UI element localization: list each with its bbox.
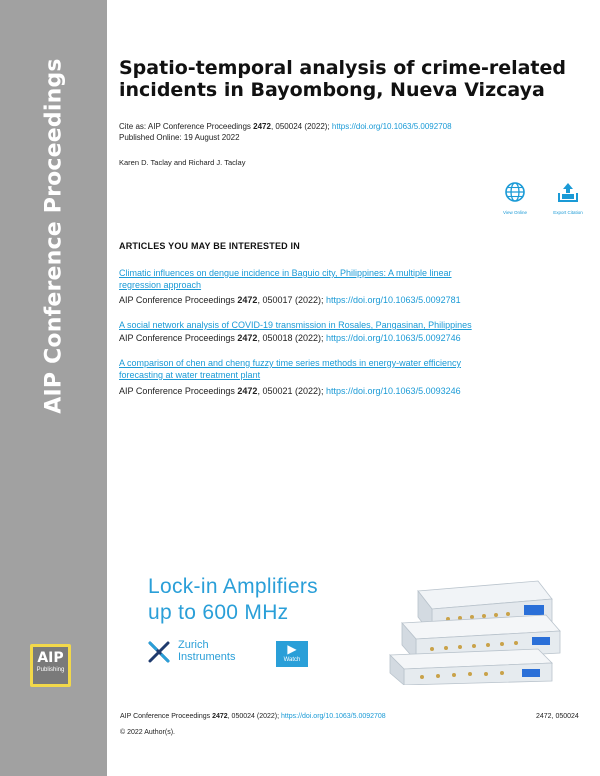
zurich-instruments-wordmark	[178, 639, 235, 663]
watch-label: Watch	[283, 657, 301, 663]
related-article-title-3-line2: forecasting at water treatment plant	[119, 370, 261, 380]
footer-page-ref: 2472, 050024	[536, 713, 579, 720]
cite-suffix: , 050024 (2022);	[270, 122, 332, 131]
logo-publishing-text: Publishing	[36, 667, 65, 673]
related-cite-suffix: , 050021 (2022);	[257, 386, 326, 396]
related-article-cite-3	[119, 385, 569, 397]
related-cite-volume: 2472	[237, 295, 258, 305]
authors: Karen D. Taclay and Richard J. Taclay	[119, 158, 246, 167]
side-band	[0, 0, 107, 776]
view-online-button[interactable]	[492, 181, 538, 215]
article-title-line1: Spatio-temporal analysis of crime-related	[119, 57, 567, 79]
related-article-doi-2[interactable]: https://doi.org/10.1063/5.0092746	[326, 333, 461, 343]
related-article-title-2[interactable]	[119, 319, 564, 331]
article-title-line2: incidents in Bayombong, Nueva Vizcaya	[119, 79, 545, 101]
view-online-label: View Online	[503, 210, 527, 215]
footer-citation	[120, 713, 386, 720]
journal-name-vertical: AIP Conference Proceedings	[41, 58, 67, 414]
aip-publishing-logo[interactable]	[30, 644, 71, 687]
advertisement-banner[interactable]	[120, 553, 572, 685]
cite-volume: 2472	[253, 122, 271, 131]
footer-cite-suffix: , 050024 (2022);	[227, 713, 281, 720]
watch-button[interactable]	[276, 641, 308, 667]
ad-headline-line1: Lock-in Amplifiers	[148, 575, 318, 598]
related-article-cite-1	[119, 294, 569, 306]
lock-in-amplifier-devices-image	[388, 573, 570, 685]
cite-prefix: Cite as: AIP Conference Proceedings	[119, 122, 254, 131]
zurich-instruments-logo-icon	[148, 641, 170, 663]
published-online: Published Online: 19 August 2022	[119, 133, 240, 142]
related-article-title-1[interactable]	[119, 267, 564, 291]
related-cite-volume: 2472	[237, 333, 258, 343]
brand-line2: Instruments	[178, 651, 236, 663]
related-cite-suffix: , 050017 (2022);	[257, 295, 326, 305]
related-article-title-3-line1: A comparison of chen and cheng fuzzy time series methods in energy-water efficiency	[119, 358, 462, 368]
brand-line1: Zurich	[178, 639, 209, 651]
related-cite-volume: 2472	[237, 386, 258, 396]
related-cite-prefix: AIP Conference Proceedings	[119, 333, 238, 343]
related-cite-suffix: , 050018 (2022);	[257, 333, 326, 343]
footer-cite-volume: 2472	[212, 713, 228, 720]
cite-as-line	[119, 122, 452, 131]
related-article-cite-2	[119, 332, 569, 344]
footer-doi-link[interactable]: https://doi.org/10.1063/5.0092708	[281, 713, 386, 720]
article-title	[119, 57, 569, 101]
play-icon: ▶	[287, 642, 297, 656]
export-icon	[557, 181, 579, 203]
logo-aip-text: AIP	[37, 650, 64, 666]
related-article-title-2-line1: A social network analysis of COVID-19 transmission in Rosales, Pangasinan, Philippines	[119, 320, 472, 330]
export-citation-label: Export Citation	[553, 210, 583, 215]
related-article-title-1-line1: Climatic influences on dengue incidence in Baguio city, Philippines: A multiple linear	[119, 268, 452, 278]
related-article-doi-3[interactable]: https://doi.org/10.1063/5.0093246	[326, 386, 461, 396]
related-article-title-3[interactable]	[119, 357, 564, 381]
footer-copyright: © 2022 Author(s).	[120, 729, 175, 736]
related-cite-prefix: AIP Conference Proceedings	[119, 295, 238, 305]
related-articles-heading: ARTICLES YOU MAY BE INTERESTED IN	[119, 241, 300, 251]
article-doi-link[interactable]: https://doi.org/10.1063/5.0092708	[331, 122, 452, 131]
export-citation-button[interactable]	[545, 181, 591, 215]
related-article-title-1-line2: regression approach	[119, 280, 202, 290]
related-cite-prefix: AIP Conference Proceedings	[119, 386, 238, 396]
globe-icon	[504, 181, 526, 203]
related-article-doi-1[interactable]: https://doi.org/10.1063/5.0092781	[326, 295, 461, 305]
footer-cite-prefix: AIP Conference Proceedings	[120, 713, 213, 720]
ad-headline-line2: up to 600 MHz	[148, 601, 289, 624]
